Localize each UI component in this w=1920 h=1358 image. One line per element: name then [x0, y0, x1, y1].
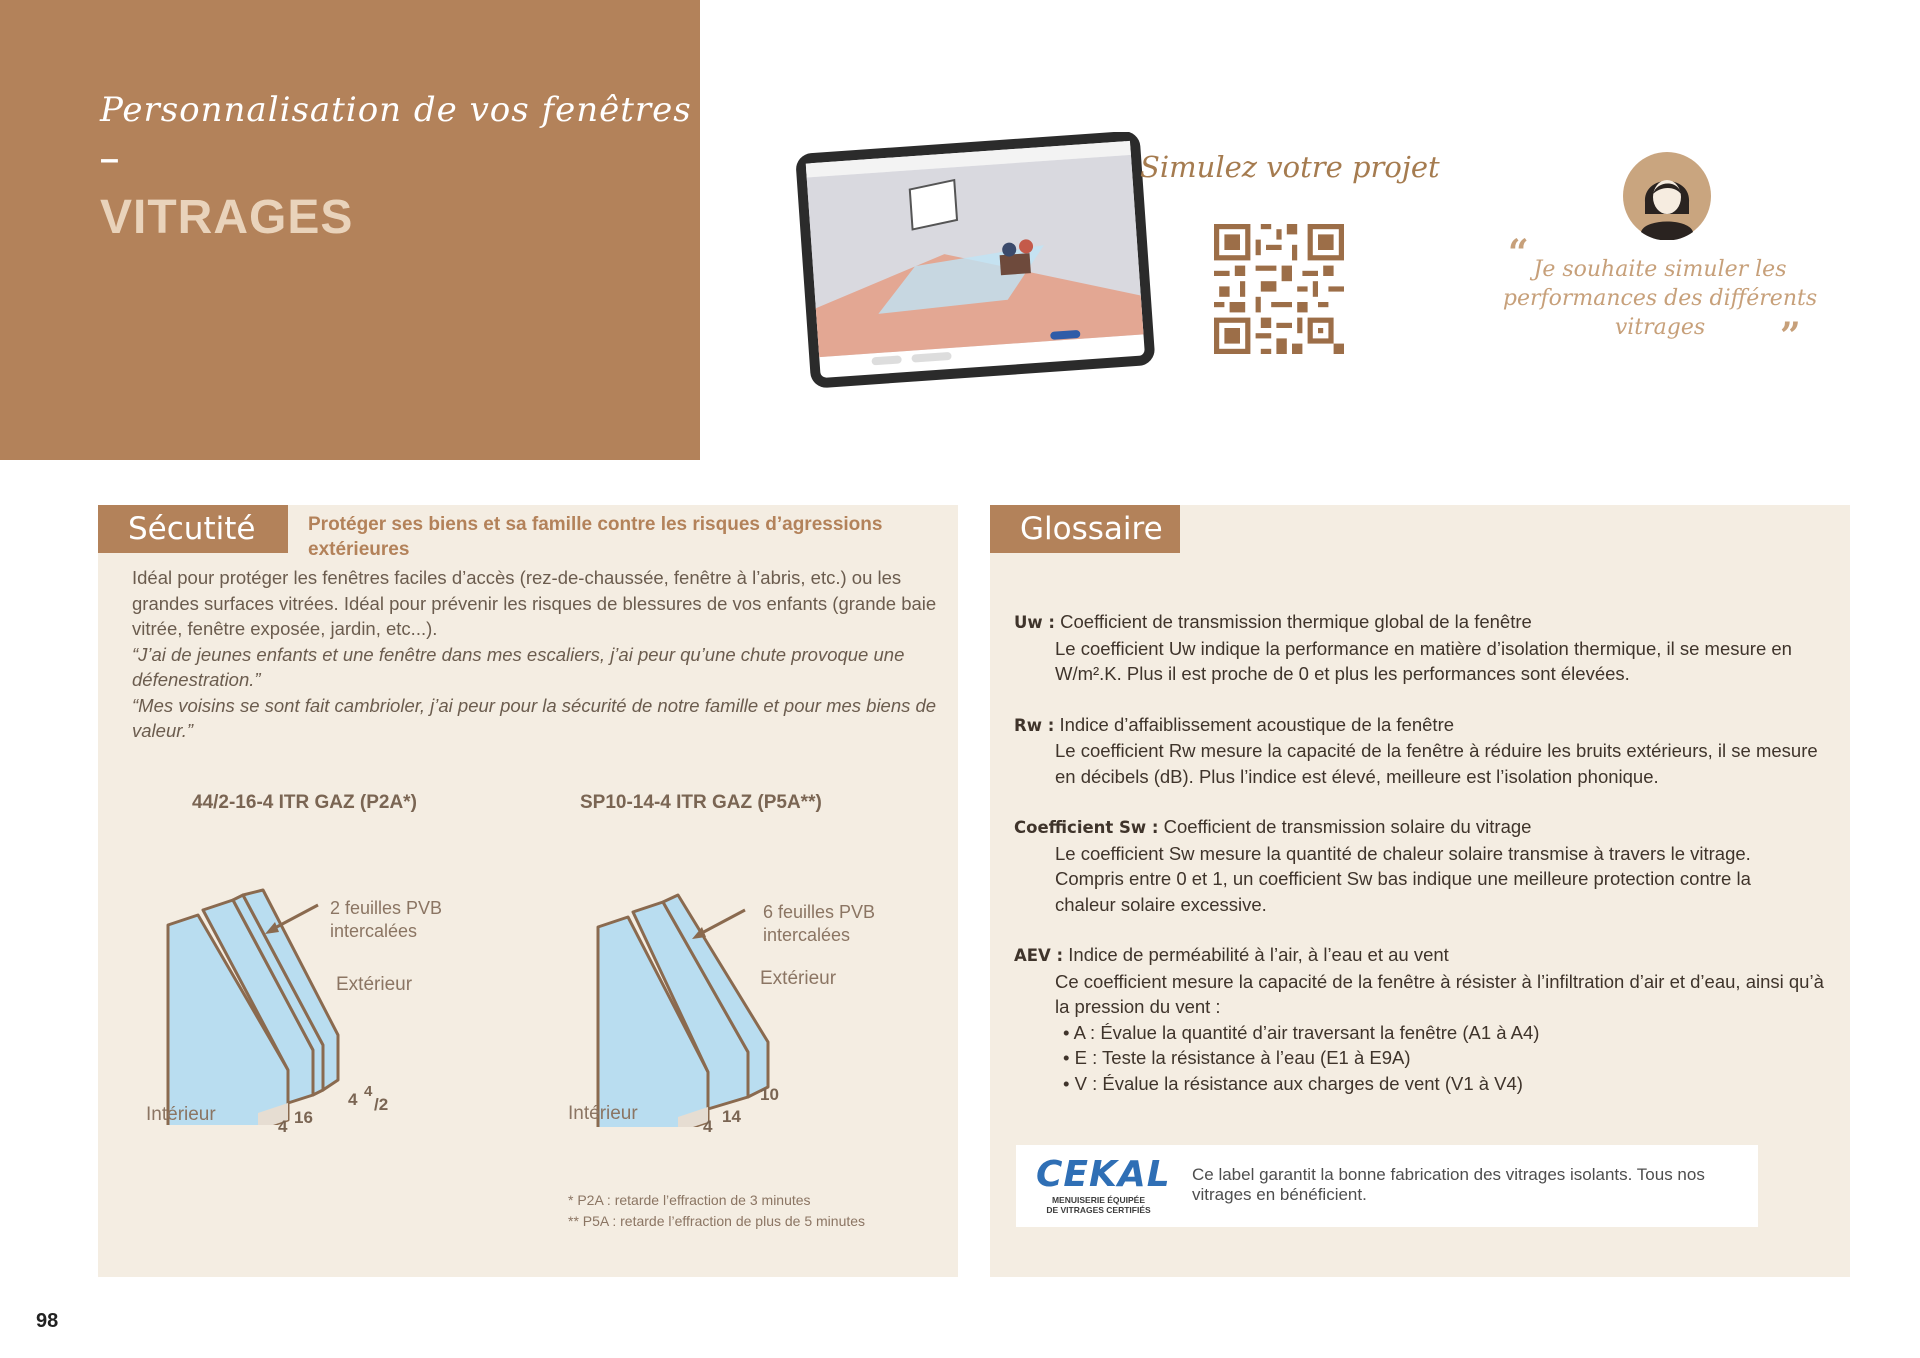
glass2-dim-c: 10	[760, 1085, 779, 1104]
glass1-exterior-label: Extérieur	[336, 974, 413, 995]
footnote-p5a: ** P5A : retarde l’effraction de plus de 5 minutes	[568, 1213, 866, 1229]
glass2-dim-a: 4	[703, 1117, 713, 1136]
hero-dash: –	[100, 140, 119, 178]
glass2-pvb-line2: intercalées	[763, 925, 851, 945]
glass1-arrow-icon	[263, 900, 323, 940]
glossary-item-aev	[1014, 942, 1834, 1096]
glass2-dim-b: 14	[722, 1107, 741, 1126]
security-tag: Sécutité	[98, 505, 288, 553]
glass1-title: 44/2-16-4 ITR GAZ (P2A*)	[192, 792, 417, 813]
glossary-term-rw: Rw :	[1014, 715, 1055, 735]
footnote-p2a: * P2A : retarde l’effraction de 3 minutes	[568, 1192, 811, 1208]
aev-bullet-e: • E : Teste la résistance à l’eau (E1 à E9A)	[1063, 1047, 1411, 1068]
glossary-panel	[990, 505, 1850, 1277]
cekal-logo-sub2: DE VITRAGES CERTIFIÉS	[1046, 1205, 1151, 1215]
hero-title: Personnalisation de vos fenêtres	[100, 90, 692, 130]
glossary-term-uw: Uw :	[1014, 613, 1055, 632]
quote-close-icon: ”	[1780, 315, 1801, 357]
cekal-logo-sub1: MENUISERIE ÉQUIPÉE	[1051, 1195, 1146, 1205]
glass1-dim-b: 16	[294, 1108, 313, 1127]
quote-open-icon: “	[1508, 232, 1529, 274]
glossary-desc-uw: Le coefficient Uw indique la performance en matière d’isolation thermique, il se mesure en W/m².K. Plus il est proche de 0 et plus les performances sont élevées.	[1055, 637, 1792, 684]
glossary-list	[1014, 609, 1834, 1121]
cekal-description: Ce label garantit la bonne fabrication des vitrages isolants. Tous nos vitrages en bénéficient.	[1192, 1165, 1705, 1204]
glossary-desc-aev	[1014, 969, 1834, 1097]
glass1-pvb-label	[330, 897, 442, 943]
aev-bullet-v: • V : Évalue la résistance aux charges de vent (V1 à V4)	[1063, 1072, 1523, 1094]
page-heading: VITRAGES	[100, 191, 354, 244]
glass1-pvb-line2: intercalées	[330, 921, 418, 941]
glossary-head-aev: Indice de perméabilité à l’air, à l’eau et au vent	[1068, 944, 1449, 965]
glass2-interior-label: Intérieur	[568, 1103, 638, 1124]
glossary-head-sw: Coefficient de transmission solaire du vitrage	[1163, 816, 1532, 837]
glass2-exterior-label: Extérieur	[760, 968, 837, 989]
cekal-label-box	[1016, 1145, 1758, 1227]
security-panel	[98, 505, 958, 1277]
glossary-desc-sw: Le coefficient Sw mesure la quantité de chaleur solaire transmise à travers le vitrage. Compris entre 0 et 1, un coefficient Sw bas indique une meilleure protection contre la chaleur solaire excessive.	[1055, 842, 1751, 915]
glass2-title: SP10-14-4 ITR GAZ (P5A**)	[580, 792, 822, 813]
glossary-item-rw	[1014, 712, 1834, 790]
glossary-desc-rw: Le coefficient Rw mesure la capacité de la fenêtre à réduire les bruits extérieurs, il se mesure en décibels (dB). Plus l’indice est élevé, meilleure est l’isolation phonique.	[1055, 740, 1818, 787]
customer-quote: Je souhaite simuler les performances des différents vitrages	[1502, 257, 1818, 340]
qr-code[interactable]	[1214, 224, 1344, 354]
page-number: 98	[36, 1310, 59, 1332]
simulator-title: Simulez votre projet	[1140, 150, 1440, 184]
glass1-dim-d: 4	[364, 1083, 373, 1100]
footnotes	[568, 1190, 865, 1232]
glossary-head-rw: Indice d’affaiblissement acoustique de la fenêtre	[1059, 713, 1455, 735]
aev-bullet-list	[1055, 1020, 1834, 1097]
glossary-item-sw	[1014, 814, 1834, 917]
security-quote-1: “J’ai de jeunes enfants et une fenêtre dans mes escaliers, j’ai peur qu’une chute provoque une défenestration.”	[132, 643, 905, 690]
glass1-dim-c: 4	[348, 1090, 358, 1109]
glass1-dim-a: 4	[278, 1117, 288, 1136]
security-subtitle: Protéger ses biens et sa famille contre les risques d’agressions extérieures	[308, 514, 883, 560]
glass2-pvb-label	[763, 901, 875, 947]
cekal-logo	[1036, 1154, 1171, 1215]
avatar-icon	[1623, 152, 1711, 240]
glossary-tag: Glossaire	[990, 505, 1180, 553]
glossary-item-uw	[1014, 609, 1834, 687]
glass1-dim-e: /2	[374, 1095, 389, 1114]
glossary-head-uw: Coefficient de transmission thermique global de la fenêtre	[1060, 611, 1532, 632]
cekal-logo-word: CEKAL	[1036, 1154, 1171, 1195]
aev-bullet-a: • A : Évalue la quantité d’air traversant la fenêtre (A1 à A4)	[1063, 1021, 1540, 1043]
security-body	[132, 565, 940, 744]
glass1-pvb-line1: 2 feuilles PVB	[330, 898, 443, 918]
security-quote-2: “Mes voisins se sont fait cambrioler, j’ai peur pour la sécurité de notre famille et pour mes biens de valeur.”	[132, 694, 937, 741]
glossary-term-aev: AEV :	[1014, 946, 1064, 965]
glass2-pvb-line1: 6 feuilles PVB	[763, 902, 876, 922]
glossary-desc-aev-text: Ce coefficient mesure la capacité de la fenêtre à résister à l’infiltration d’air et d’eau, ainsi qu’à la pression du vent :	[1055, 970, 1824, 1017]
glass1-interior-label: Intérieur	[146, 1104, 216, 1125]
glossary-term-sw: Coefficient Sw :	[1014, 818, 1159, 837]
hero-banner	[0, 0, 700, 460]
tablet-illustration	[795, 132, 1155, 392]
glass2-arrow-icon	[690, 905, 750, 945]
security-description: Idéal pour protéger les fenêtres faciles d’accès (rez-de-chaussée, fenêtre à l’abris, etc.) ou les grandes surfaces vitrées. Idéal pour prévenir les risques de blessures de vos enfants (grande baie vitrée, fenêtre exposée, jardin, etc...).	[132, 567, 937, 639]
